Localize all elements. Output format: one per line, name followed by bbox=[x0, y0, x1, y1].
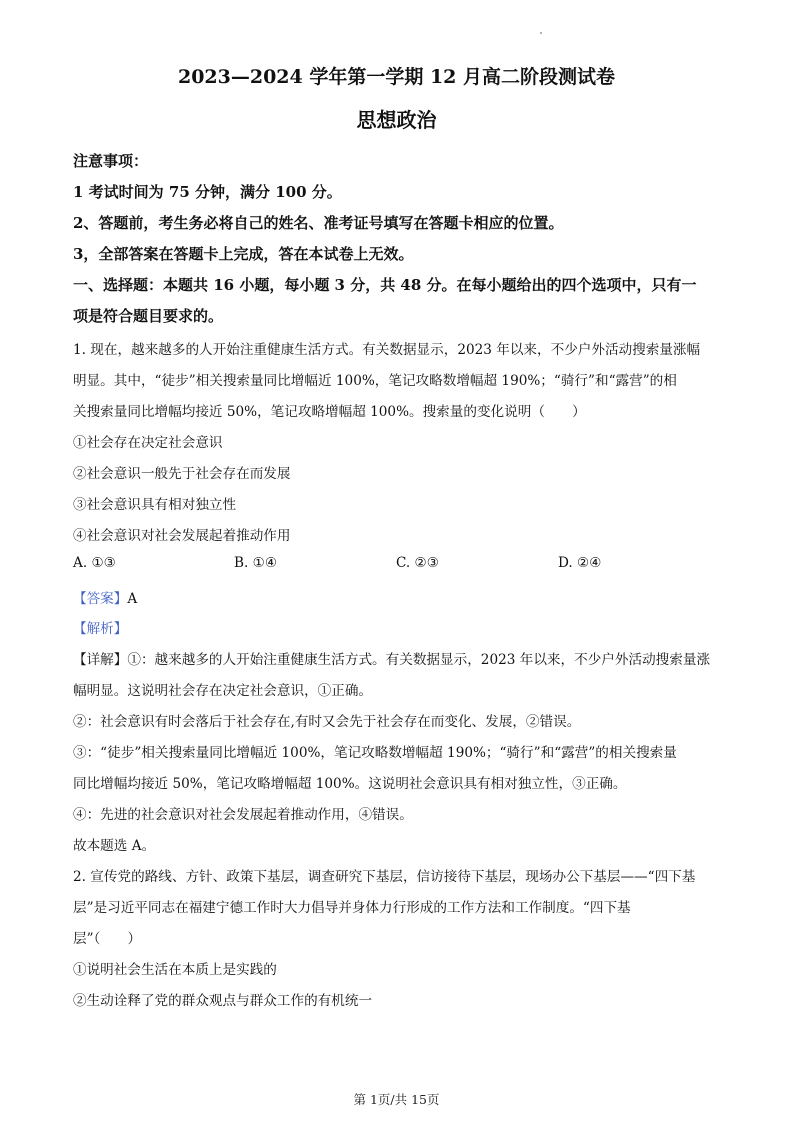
q1-answer-row bbox=[73, 587, 733, 607]
q2-stem-line-2: 层”是习近平同志在福建宁德工作时大力倡导并身体力行形成的工作方法和工作制度。“四下基 bbox=[73, 900, 631, 916]
q2-stem-line-3: 层”（ ） bbox=[73, 931, 142, 947]
q1-stem-line-3: 关搜索量同比增幅均接近 50%，笔记攻略增幅超 100%。搜索量的变化说明（ ） bbox=[73, 404, 586, 420]
q1-stem-line-1: 1. 现在，越来越多的人开始注重健康生活方式。有关数据显示，2023 年以来，不少户外活动搜索量涨幅 bbox=[73, 342, 701, 358]
exam-title: 2023—2024 学年第一学期 12 月高二阶段测试卷 bbox=[177, 66, 616, 88]
q1-statement-2: ②社会意识一般先于社会存在而发展 bbox=[73, 466, 291, 482]
section-instructions-line-1: 一、选择题：本题共 16 小题，每小题 3 分，共 48 分。在每小题给出的四个选项中，只有一 bbox=[73, 276, 697, 294]
q1-detail-line-1: 【详解】①：越来越多的人开始注重健康生活方式。有关数据显示，2023 年以来，不少户外活动搜索量涨 bbox=[73, 652, 711, 668]
q1-detail-line-3: ②：社会意识有时会落后于社会存在,有时又会先于社会存在而变化、发展，②错误。 bbox=[73, 714, 581, 730]
q2-statement-2: ②生动诠释了党的群众观点与群众工作的有机统一 bbox=[73, 993, 373, 1009]
note-item-2: 2、答题前，考生务必将自己的姓名、准考证号填写在答题卡相应的位置。 bbox=[73, 214, 564, 232]
scan-dot bbox=[540, 32, 542, 34]
answer-value: A bbox=[127, 591, 138, 607]
note-item-3: 3，全部答案在答题卡上完成，答在本试卷上无效。 bbox=[73, 245, 414, 263]
q1-option-c: C. ②③ bbox=[396, 555, 439, 571]
q1-option-b: B. ①④ bbox=[234, 555, 278, 571]
q1-detail-line-6: ④：先进的社会意识对社会发展起着推动作用，④错误。 bbox=[73, 807, 413, 823]
q1-statement-3: ③社会意识具有相对独立性 bbox=[73, 497, 237, 513]
analysis-tag: 【解析】 bbox=[73, 621, 128, 637]
q1-statement-4: ④社会意识对社会发展起着推动作用 bbox=[73, 528, 291, 544]
q1-option-d: D. ②④ bbox=[558, 555, 602, 571]
q1-detail-line-5: 同比增幅均接近 50%，笔记攻略增幅超 100%。这说明社会意识具有相对独立性，③正确。 bbox=[73, 776, 627, 792]
q1-detail-line-7: 故本题选 A。 bbox=[73, 838, 156, 854]
q1-statement-1: ①社会存在决定社会意识 bbox=[73, 435, 223, 451]
notes-heading: 注意事项： bbox=[73, 152, 149, 170]
subject-title: 思想政治 bbox=[356, 108, 437, 132]
answer-tag: 【答案】 bbox=[73, 591, 128, 607]
q1-detail-line-2: 幅明显。这说明社会存在决定社会意识，①正确。 bbox=[73, 683, 373, 699]
q2-statement-1: ①说明社会生活在本质上是实践的 bbox=[73, 962, 277, 978]
q1-detail-line-4: ③：“徒步”相关搜索量同比增幅近 100%，笔记攻略数增幅超 190%；“骑行”和“露营”的相关搜索量 bbox=[73, 745, 677, 761]
section-instructions-line-2: 项是符合题目要求的。 bbox=[73, 307, 224, 325]
note-item-1: 1 考试时间为 75 分钟，满分 100 分。 bbox=[73, 183, 342, 201]
q1-option-a: A. ①③ bbox=[73, 555, 116, 571]
q2-stem-line-1: 2. 宣传党的路线、方针、政策下基层，调查研究下基层，信访接待下基层，现场办公下基层——“四下基 bbox=[73, 869, 696, 885]
page-number: 第 1页/共 15页 bbox=[353, 1092, 440, 1107]
q1-stem-line-2: 明显。其中，“徒步”相关搜索量同比增幅近 100%，笔记攻略数增幅超 190%；“骑行”和“露营”的相 bbox=[73, 373, 677, 389]
